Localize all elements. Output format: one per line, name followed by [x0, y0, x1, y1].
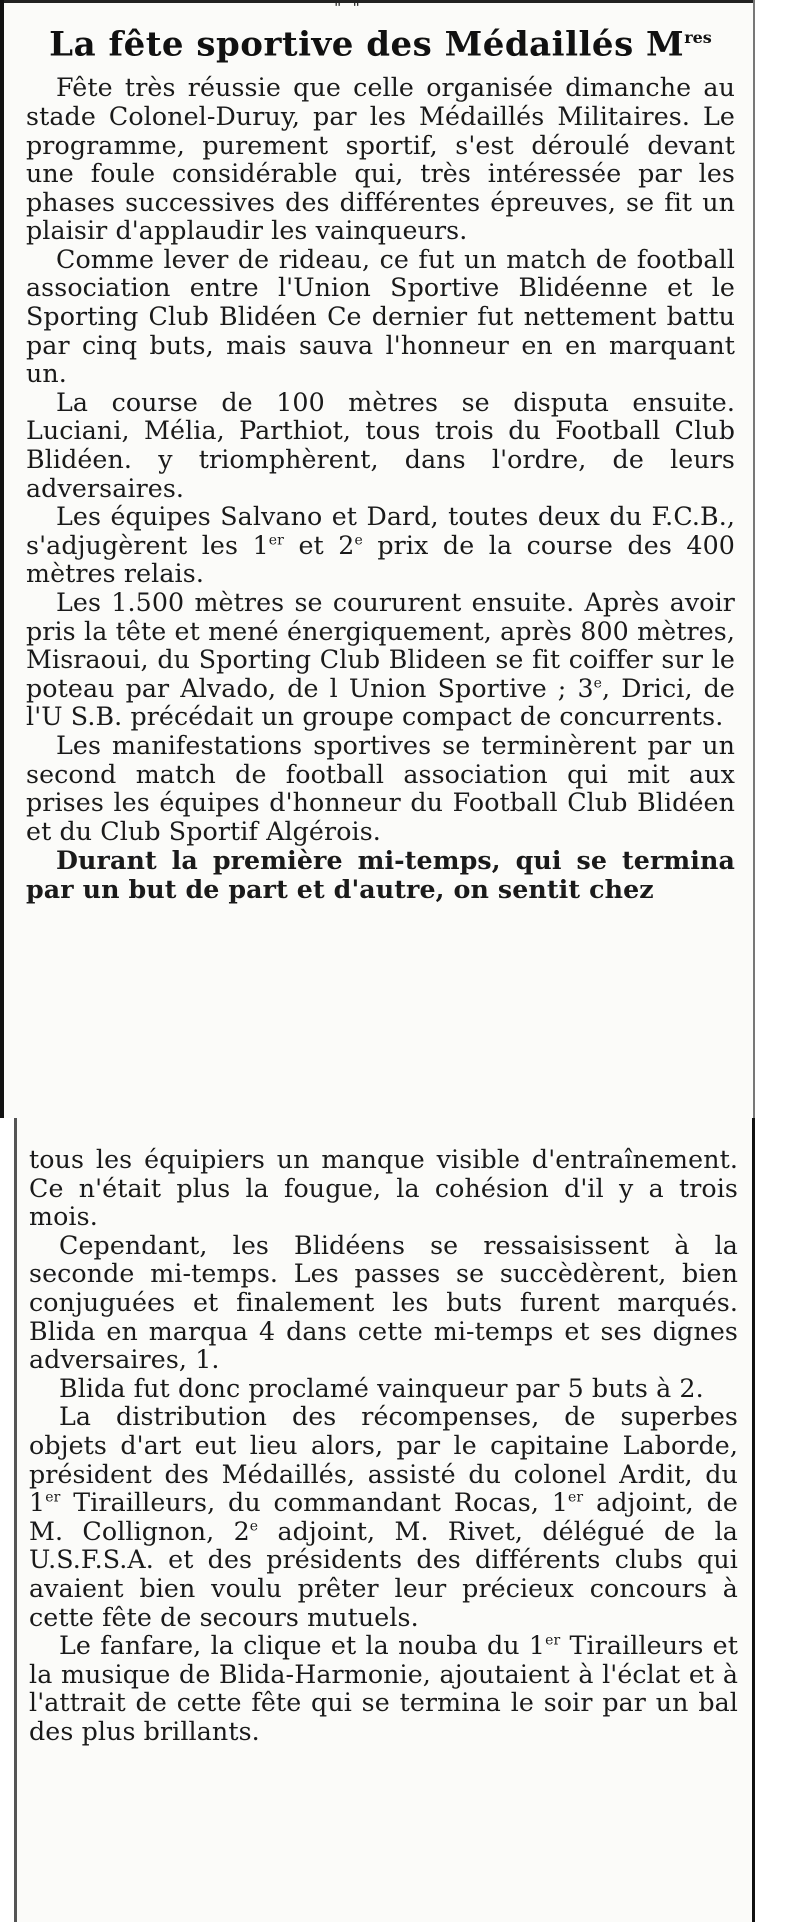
- p5-text-b: , Drici, de l'U S.B. précédait un groupe compact de concurrents.: [26, 673, 735, 732]
- paragraph-10: [29, 1403, 738, 1632]
- p10-sup-2: er: [568, 1489, 584, 1506]
- paragraph-11: [29, 1632, 738, 1746]
- p10-text-a: La distribution des récompenses, de superbes objets d'art eut lieu alors, par le capitaine Laborde, président des Médaillés, assisté du colonel Ardit, du 1: [29, 1402, 738, 1518]
- p10-sup-1: er: [45, 1489, 61, 1506]
- paragraph-1: Fête très réussie que celle organisée dimanche au stade Colonel-Duruy, par les Médaillés Militaires. Le programme, purement sportif, s'est déroulé devant une foule considérable qui, très intéressée par les phases successives des différentes épreuves, se fit un plaisir d'applaudir les vainqueurs.: [26, 73, 735, 246]
- p10-sup-3: e: [249, 1518, 259, 1535]
- p11-sup: er: [545, 1632, 561, 1649]
- paragraph-5: [26, 589, 735, 732]
- p4-sup-1: er: [268, 532, 284, 549]
- p5-text-a: Les 1.500 mètres se coururent ensuite. Après avoir pris la tête et mené énergiquement, après 800 mètres, Misraoui, du Sporting Club Blideen se fit coiffer sur le poteau par Alvado, de l Union Sportive ; 3: [26, 588, 735, 703]
- headline-superscript: res: [684, 28, 712, 47]
- paragraph-8: Cependant, les Blidéens se ressaisissent à la seconde mi-temps. Les passes se succèdèrent, bien conjuguées et finalement les buts furent marqués. Blida en marqua 4 dans cette mi-temps et ses dignes adversaires, 1.: [29, 1230, 738, 1375]
- p11-text-a: Le fanfare, la clique et la nouba du 1: [59, 1631, 546, 1661]
- paragraph-2: Comme lever de rideau, ce fut un match de football association entre l'Union Sportive Blidéenne et le Sporting Club Blidéen Ce dernier fut nettement battu par cinq buts, mais sauva l'honneur en en marquant un.: [26, 244, 735, 389]
- headline-text: La fête sportive des Médaillés M: [49, 24, 685, 65]
- p11-text-b: Tirailleurs et la musique de Blida-Harmonie, ajoutaient à l'éclat et à l'attrait de cette fête qui se termina le soir par un bal des plus brillants.: [29, 1631, 739, 1746]
- paragraph-6: Les manifestations sportives se terminèrent par un second match de football association qui mit aux prises les équipes d'honneur du Football Club Blidéen et du Club Sportif Algérois.: [26, 730, 735, 846]
- p10-text-d: adjoint, M. Rivet, délégué de la U.S.F.S.A. et des présidents des différents clubs qui avaient bien voulu prêter leur précieux concours à cette fête de secours mutuels.: [29, 1516, 738, 1632]
- p4-sup-2: e: [354, 532, 363, 549]
- paragraph-4: [26, 503, 735, 589]
- paragraph-7: Durant la première mi-temps, qui se termina par un but de part et d'autre, on sentit chez: [26, 845, 735, 904]
- paragraph-7-continued: tous les équipiers un manque visible d'entraînement. Ce n'était plus la fougue, la cohésion d'il y a trois mois.: [29, 1145, 738, 1232]
- paragraph-3: La course de 100 mètres se disputa ensuite. Luciani, Mélia, Parthiot, tous trois du Football Club Blidéen. y triomphèrent, dans l'ordre, de leurs adversaires.: [26, 387, 735, 503]
- paragraph-9: Blida fut donc proclamé vainqueur par 5 buts à 2.: [59, 1373, 704, 1403]
- p10-text-c: adjoint, de M. Collignon, 2: [29, 1488, 738, 1546]
- p5-sup: e: [593, 675, 603, 692]
- top-marks: " ": [334, 0, 363, 17]
- article-headline: [26, 14, 735, 68]
- article-clipping-bottom: [14, 1118, 755, 1922]
- p4-text-a: Les équipes Salvano et Dard, toutes deux du F.C.B., s'adjugèrent les 1: [26, 502, 735, 560]
- p4-text-b: et 2: [283, 530, 355, 560]
- p10-text-b: Tirailleurs, du commandant Rocas, 1: [60, 1488, 569, 1518]
- top-rule: [4, 0, 753, 11]
- p4-text-c: prix de la course des 400 mètres relais.: [26, 530, 735, 589]
